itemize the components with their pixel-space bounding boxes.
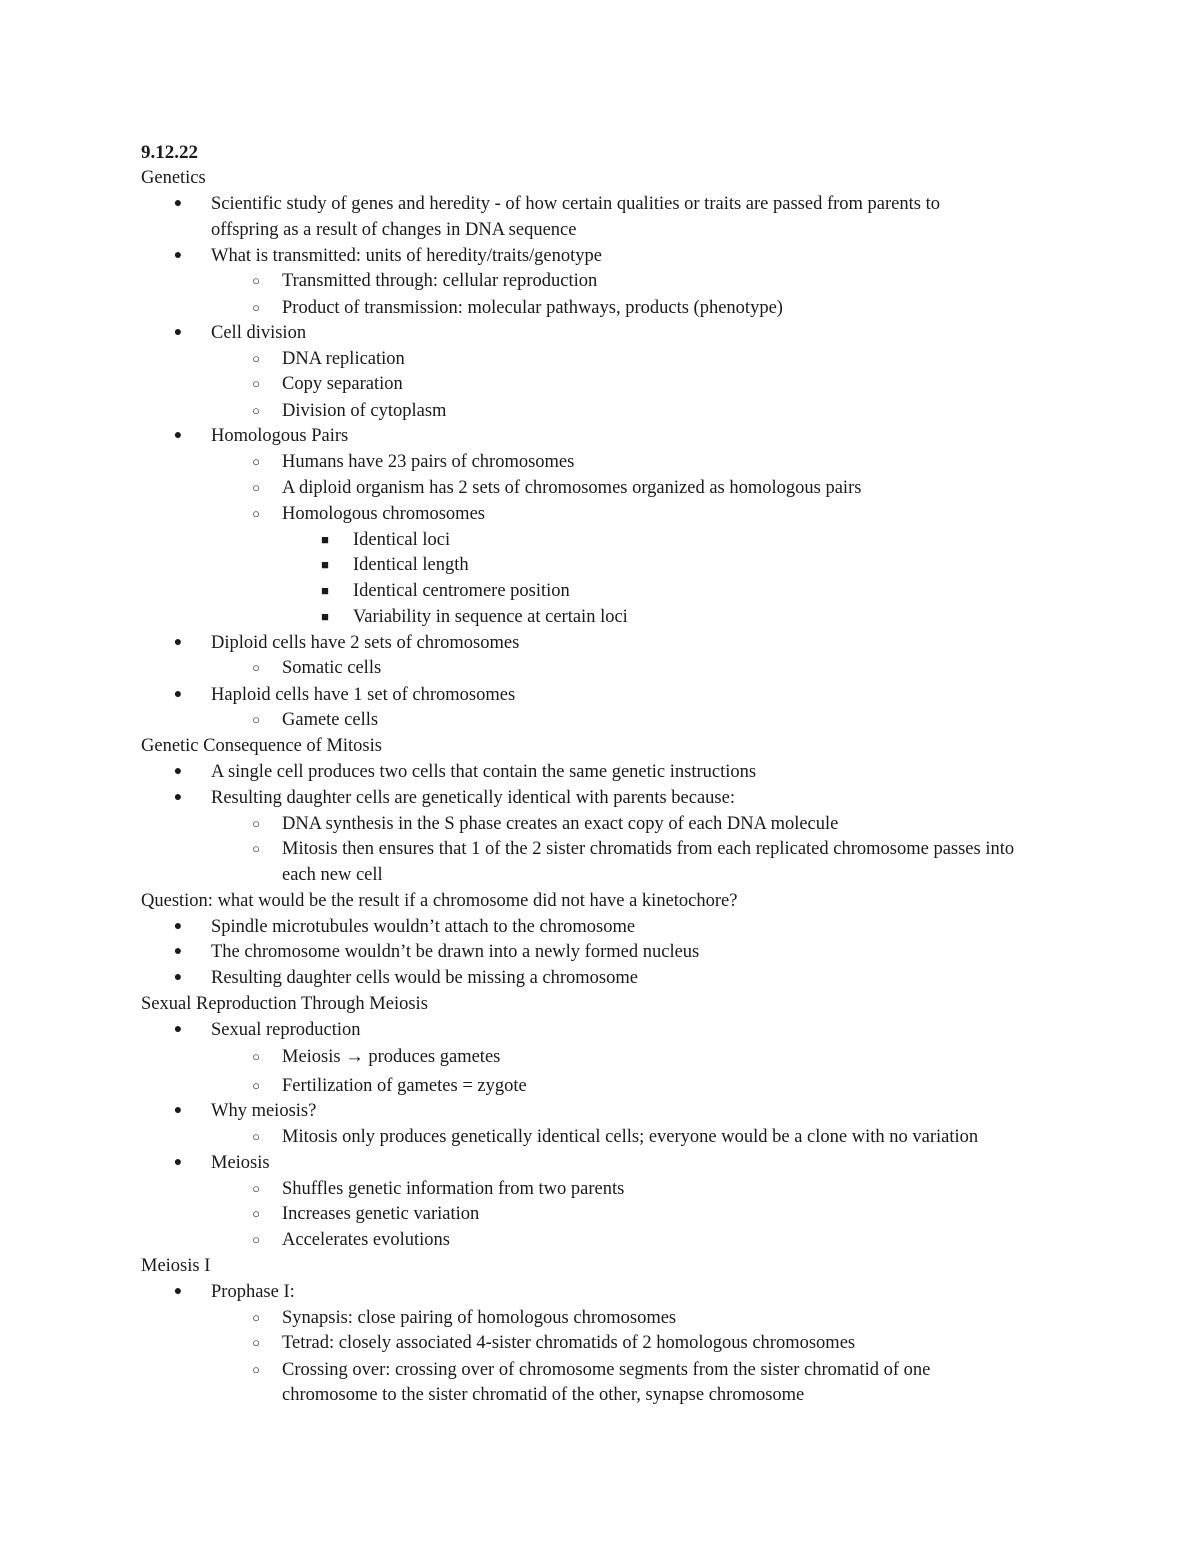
- list-item-text: Somatic cells: [282, 658, 382, 678]
- list-item-text: A single cell produces two cells that contain the same genetic instructions: [211, 762, 757, 782]
- hollow-bullet-icon: ○: [252, 454, 260, 469]
- hollow-bullet-icon: ○: [252, 1078, 260, 1093]
- hollow-bullet-icon: ○: [252, 660, 260, 675]
- list-item-text: Mitosis then ensures that 1 of the 2 sister chromatids from each replicated chromosome passes into: [282, 839, 1015, 859]
- list-item-text: Variability in sequence at certain loci: [353, 607, 628, 627]
- list-item-text: Why meiosis?: [211, 1101, 317, 1121]
- bullet-icon: ●: [173, 944, 183, 959]
- bullet-icon: ●: [173, 1284, 183, 1299]
- hollow-bullet-icon: ○: [252, 1181, 260, 1196]
- square-bullet-icon: ■: [321, 532, 329, 547]
- sub-list-item: [0, 1073, 1200, 1099]
- list-item: [0, 1017, 1200, 1043]
- sub-list-item: [0, 1227, 1200, 1253]
- sub-sub-list-item: [0, 552, 1200, 578]
- list-item-text: DNA replication: [282, 349, 405, 369]
- list-item: [0, 243, 1200, 269]
- sub-list-item: [0, 398, 1200, 424]
- list-item-text: Humans have 23 pairs of chromosomes: [282, 452, 575, 472]
- list-item-text: The chromosome wouldn’t be drawn into a newly formed nucleus: [211, 942, 700, 962]
- square-bullet-icon: ■: [321, 557, 329, 572]
- sub-list-item: [0, 475, 1200, 501]
- date-heading-line: [0, 140, 1200, 166]
- list-item-text: What is transmitted: units of heredity/traits/genotype: [211, 246, 602, 266]
- list-item-text: Accelerates evolutions: [282, 1230, 450, 1250]
- list-item: [0, 1150, 1200, 1176]
- list-item-text: Product of transmission: molecular pathways, products (phenotype): [282, 298, 783, 318]
- list-item-text: Copy separation: [282, 374, 403, 394]
- list-item-text: Increases genetic variation: [282, 1204, 480, 1224]
- list-item-text: Prophase I:: [211, 1282, 295, 1302]
- sub-sub-list-item: [0, 604, 1200, 630]
- list-item: [0, 423, 1200, 449]
- sub-sub-list-item: [0, 527, 1200, 553]
- sub-list-item: [0, 1201, 1200, 1227]
- bullet-icon: ●: [173, 687, 183, 702]
- bullet-icon: ●: [173, 764, 183, 779]
- sub-list-item: [0, 295, 1200, 321]
- list-item-text: Haploid cells have 1 set of chromosomes: [211, 685, 516, 705]
- list-item: [0, 914, 1200, 940]
- sub-list-item: [0, 836, 1200, 862]
- bullet-icon: ●: [173, 790, 183, 805]
- hollow-bullet-icon: ○: [252, 712, 260, 727]
- sub-list-item: [0, 1305, 1200, 1331]
- list-item-text: Mitosis only produces genetically identical cells; everyone would be a clone with no variation: [282, 1127, 979, 1147]
- list-item-text: Identical centromere position: [353, 581, 570, 601]
- hollow-bullet-icon: ○: [252, 1362, 260, 1377]
- sub-list-item: [0, 707, 1200, 733]
- sub-list-item: [0, 1357, 1200, 1383]
- section-heading-sexual-reproduction: Sexual Reproduction Through Meiosis: [141, 994, 428, 1014]
- bullet-icon: ●: [173, 635, 183, 650]
- hollow-bullet-icon: ○: [252, 403, 260, 418]
- section-heading-meiosis-i: Meiosis I: [141, 1256, 211, 1276]
- hollow-bullet-icon: ○: [252, 1129, 260, 1144]
- list-item: [0, 759, 1200, 785]
- list-item-text: Diploid cells have 2 sets of chromosomes: [211, 633, 520, 653]
- section-heading-line: [0, 991, 1200, 1017]
- list-item-text: Resulting daughter cells would be missing a chromosome: [211, 968, 638, 988]
- section-heading-mitosis: Genetic Consequence of Mitosis: [141, 736, 382, 756]
- list-item-continuation: [0, 217, 1200, 243]
- date-heading: 9.12.22: [141, 142, 198, 163]
- list-item-text: Crossing over: crossing over of chromosome segments from the sister chromatid of one: [282, 1360, 931, 1380]
- list-item: [0, 630, 1200, 656]
- bullet-icon: ●: [173, 1022, 183, 1037]
- list-item-text: Sexual reproduction: [211, 1020, 361, 1040]
- hollow-bullet-icon: ○: [252, 1206, 260, 1221]
- list-item-text: Resulting daughter cells are genetically identical with parents because:: [211, 788, 735, 808]
- section-heading-line: [0, 733, 1200, 759]
- bullet-icon: ●: [173, 919, 183, 934]
- list-item-text: Tetrad: closely associated 4-sister chromatids of 2 homologous chromosomes: [282, 1333, 856, 1353]
- bullet-icon: ●: [173, 1103, 183, 1118]
- sub-list-item: [0, 268, 1200, 294]
- hollow-bullet-icon: ○: [252, 273, 260, 288]
- list-item: [0, 939, 1200, 965]
- list-item: [0, 1098, 1200, 1124]
- sub-list-item: [0, 1330, 1200, 1356]
- list-item: [0, 965, 1200, 991]
- list-item-text: chromosome to the sister chromatid of the other, synapse chromosome: [282, 1385, 805, 1405]
- list-item-text: Division of cytoplasm: [282, 401, 447, 421]
- sub-list-item: [0, 1176, 1200, 1202]
- list-item-text: each new cell: [282, 865, 383, 885]
- list-item: [0, 1279, 1200, 1305]
- list-item-text: offspring as a result of changes in DNA sequence: [211, 220, 577, 240]
- list-item-continuation: [0, 1382, 1200, 1408]
- list-item-text: Scientific study of genes and heredity - of how certain qualities or traits are passed from parents to: [211, 194, 940, 214]
- hollow-bullet-icon: ○: [252, 1335, 260, 1350]
- sub-list-item: [0, 1124, 1200, 1150]
- sub-list-item: [0, 655, 1200, 681]
- list-item-text: Spindle microtubules wouldn’t attach to the chromosome: [211, 917, 636, 937]
- list-item-text: Shuffles genetic information from two parents: [282, 1179, 625, 1199]
- list-item-text: Synapsis: close pairing of homologous chromosomes: [282, 1308, 677, 1328]
- section-heading-line: [0, 888, 1200, 914]
- list-item-continuation: [0, 862, 1200, 888]
- sub-list-item: [0, 1044, 1200, 1070]
- list-item: [0, 320, 1200, 346]
- bullet-icon: ●: [173, 196, 183, 211]
- sub-list-item: [0, 501, 1200, 527]
- hollow-bullet-icon: ○: [252, 1049, 260, 1064]
- list-item: [0, 682, 1200, 708]
- list-item-text: Transmitted through: cellular reproduction: [282, 271, 598, 291]
- hollow-bullet-icon: ○: [252, 816, 260, 831]
- list-item-text: Identical length: [353, 555, 469, 575]
- list-item-text: A diploid organism has 2 sets of chromosomes organized as homologous pairs: [282, 478, 862, 498]
- square-bullet-icon: ■: [321, 609, 329, 624]
- section-heading-line: [0, 1253, 1200, 1279]
- bullet-icon: ●: [173, 428, 183, 443]
- list-item: [0, 191, 1200, 217]
- bullet-icon: ●: [173, 325, 183, 340]
- sub-list-item: [0, 371, 1200, 397]
- list-item-text: Meiosis: [211, 1153, 270, 1173]
- hollow-bullet-icon: ○: [252, 841, 260, 856]
- bullet-icon: ●: [173, 970, 183, 985]
- list-item-text: Identical loci: [353, 530, 451, 550]
- sub-list-item: [0, 811, 1200, 837]
- bullet-icon: ●: [173, 1155, 183, 1170]
- list-item-text: Homologous Pairs: [211, 426, 349, 446]
- list-item-text: Meiosis → produces gametes: [282, 1047, 501, 1067]
- hollow-bullet-icon: ○: [252, 376, 260, 391]
- sub-sub-list-item: [0, 578, 1200, 604]
- hollow-bullet-icon: ○: [252, 1232, 260, 1247]
- question-heading: Question: what would be the result if a chromosome did not have a kinetochore?: [141, 891, 738, 911]
- section-heading-line: [0, 165, 1200, 191]
- section-heading-genetics: Genetics: [141, 168, 206, 188]
- sub-list-item: [0, 449, 1200, 475]
- hollow-bullet-icon: ○: [252, 1310, 260, 1325]
- list-item-text: DNA synthesis in the S phase creates an exact copy of each DNA molecule: [282, 814, 839, 834]
- hollow-bullet-icon: ○: [252, 480, 260, 495]
- list-item-text: Homologous chromosomes: [282, 504, 485, 524]
- list-item-text: Cell division: [211, 323, 307, 343]
- square-bullet-icon: ■: [321, 583, 329, 598]
- list-item-text: Gamete cells: [282, 710, 379, 730]
- sub-list-item: [0, 346, 1200, 372]
- list-item-text: Fertilization of gametes = zygote: [282, 1076, 527, 1096]
- hollow-bullet-icon: ○: [252, 351, 260, 366]
- hollow-bullet-icon: ○: [252, 300, 260, 315]
- bullet-icon: ●: [173, 248, 183, 263]
- hollow-bullet-icon: ○: [252, 506, 260, 521]
- list-item: [0, 785, 1200, 811]
